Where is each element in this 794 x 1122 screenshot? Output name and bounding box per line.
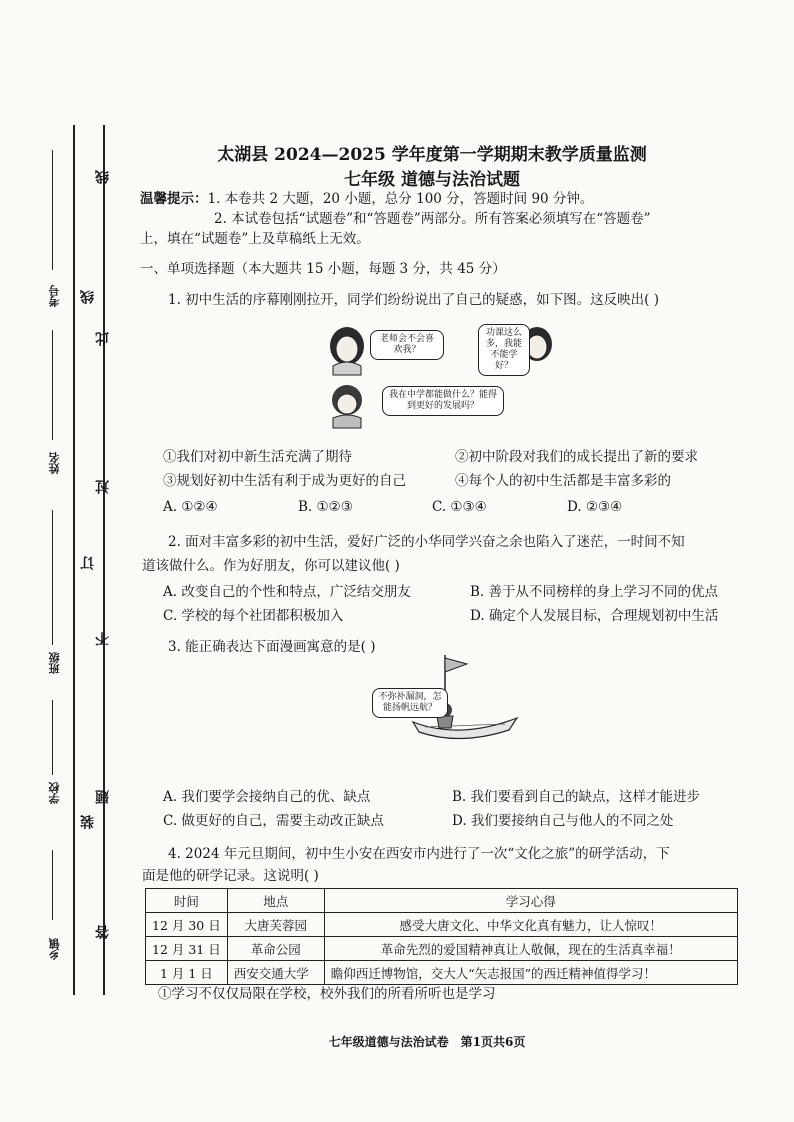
- notice-item-2a: 2. 本试卷包括“试题卷”和“答题卷”两部分。所有答案必须填写在“答题卷”: [214, 211, 651, 227]
- table-cell-place: 西安交通大学: [227, 961, 324, 985]
- binding-label-kaohao: 考号: [48, 285, 61, 307]
- binding-label-banji: 班级: [48, 652, 61, 674]
- q1-option-c: C. ①③④: [432, 499, 487, 515]
- table-row: [146, 961, 738, 985]
- table-cell-time: 1 月 1 日: [146, 961, 228, 985]
- notice-label: 温馨提示：: [140, 191, 208, 207]
- q3-option-b: B. 我们要看到自己的缺点，这样才能进步: [452, 789, 701, 805]
- q1-statement-2: ②初中阶段对我们的成长提出了新的要求: [455, 449, 698, 465]
- table-row: [146, 913, 738, 937]
- binding-line-inner: [103, 125, 105, 995]
- binding-word-guo: 过: [95, 480, 111, 494]
- q3-option-c: C. 做更好的自己，需要主动改正缺点: [163, 813, 384, 829]
- q1-option-a: A. ①②④: [163, 499, 218, 515]
- girl-figure-left: [330, 327, 364, 375]
- binding-word-zhuang: 装: [80, 815, 96, 829]
- binding-label-xuexiao: 学校: [48, 782, 61, 804]
- q1-statement-3: ③规划好初中生活有利于成为更好的自己: [163, 473, 406, 489]
- xiangzhen-fill-line: [52, 850, 53, 920]
- q2-option-d: D. 确定个人发展目标，合理规划初中生活: [470, 608, 719, 624]
- q1-statement-4: ④每个人的初中生活都是丰富多彩的: [455, 473, 671, 489]
- q2-option-c: C. 学校的每个社团都积极加入: [163, 608, 344, 624]
- binding-word-ti: 题: [95, 790, 111, 804]
- binding-word-ding: 订: [80, 556, 96, 570]
- binding-line-outer: [73, 125, 75, 995]
- table-cell-reflection: 感受大唐文化、中华文化真有魅力，让人惊叹！: [324, 913, 737, 937]
- q1-bubble-3: 我在中学都能做什么？能得到更好的发展吗？: [382, 386, 504, 416]
- exam-subtitle: 七年级 道德与法治试题: [344, 170, 520, 190]
- binding-word-xian-2: 线: [80, 290, 96, 304]
- table-header-row: [146, 889, 738, 913]
- table-cell-reflection: 革命先烈的爱国精神真让人敬佩，现在的生活真幸福！: [324, 937, 737, 961]
- notice-item-1: 1. 本卷共 2 大题，20 小题，总分 100 分，答题时间 90 分钟。: [207, 191, 594, 207]
- notice-line-1: [140, 190, 593, 208]
- xingming-fill-line: [52, 330, 53, 440]
- table-header-time: 时间: [146, 889, 228, 913]
- q3-option-d: D. 我们要接纳自己与他人的不同之处: [452, 813, 674, 829]
- q2-option-a: A. 改变自己的个性和特点，广泛结交朋友: [163, 584, 411, 600]
- q1-option-b: B. ①②③: [298, 499, 353, 515]
- q4-study-record-table: [145, 888, 738, 985]
- xuexiao-fill-line: [52, 700, 53, 775]
- q2-stem-b: 道该做什么。作为好朋友，你可以建议他( ): [142, 558, 400, 574]
- page-footer: 七年级道德与法治试卷 第1页共6页: [328, 1035, 526, 1049]
- q4-stem-a: 4. 2024 年元旦期间，初中生小安在西安市内进行了一次“文化之旅”的研学活动，下: [168, 846, 670, 862]
- exam-title: 太湖县 2024—2025 学年度第一学期期末教学质量监测: [217, 145, 647, 165]
- binding-word-xian-1: 线: [95, 170, 111, 184]
- binding-word-bu: 不: [95, 632, 111, 646]
- q4-stem-b: 面是他的研学记录。这说明( ): [142, 868, 319, 884]
- binding-word-ci: 此: [95, 332, 111, 346]
- binding-label-xingming: 姓名: [48, 452, 61, 474]
- boy-figure: [332, 385, 362, 428]
- table-cell-time: 12 月 30 日: [146, 913, 228, 937]
- binding-label-xiangzhen: 乡镇: [48, 938, 61, 960]
- q2-stem-a: 2. 面对丰富多彩的初中生活，爱好广泛的小华同学兴奋之余也陷入了迷茫，一时间不知: [168, 534, 685, 550]
- q3-bubble: 不弥补漏洞，怎能扬帆远航？: [372, 688, 448, 718]
- table-cell-reflection: 瞻仰西迁博物馆，交大人“矢志报国”的西迁精神值得学习！: [324, 961, 737, 985]
- q1-stem: 1. 初中生活的序幕刚刚拉开，同学们纷纷说出了自己的疑惑，如下图。这反映出( ): [168, 292, 659, 308]
- q2-option-b: B. 善于从不同榜样的身上学习不同的优点: [470, 584, 719, 600]
- q1-option-d: D. ②③④: [567, 499, 623, 515]
- table-cell-place: 革命公园: [227, 937, 324, 961]
- q4-statement-1: ①学习不仅仅局限在学校，校外我们的所看所听也是学习: [158, 986, 496, 1002]
- table-cell-place: 大唐芙蓉园: [227, 913, 324, 937]
- binding-word-da: 答: [95, 925, 111, 939]
- q1-statement-1: ①我们对初中新生活充满了期待: [163, 449, 352, 465]
- section-heading: 一、单项选择题（本大题共 15 小题，每题 3 分，共 45 分）: [140, 261, 506, 277]
- table-row: [146, 937, 738, 961]
- q3-stem: 3. 能正确表达下面漫画寓意的是( ): [168, 639, 376, 655]
- q3-option-a: A. 我们要学会接纳自己的优、缺点: [163, 789, 371, 805]
- notice-item-2b: 上，填在“试题卷”上及草稿纸上无效。: [140, 231, 370, 247]
- banji-fill-line: [52, 510, 53, 645]
- q1-bubble-1: 老师会不会喜欢我？: [370, 330, 444, 360]
- q1-bubble-2: 功课这么多，我能不能学好？: [478, 324, 530, 376]
- table-cell-time: 12 月 31 日: [146, 937, 228, 961]
- table-header-reflection: 学习心得: [324, 889, 737, 913]
- table-header-place: 地点: [227, 889, 324, 913]
